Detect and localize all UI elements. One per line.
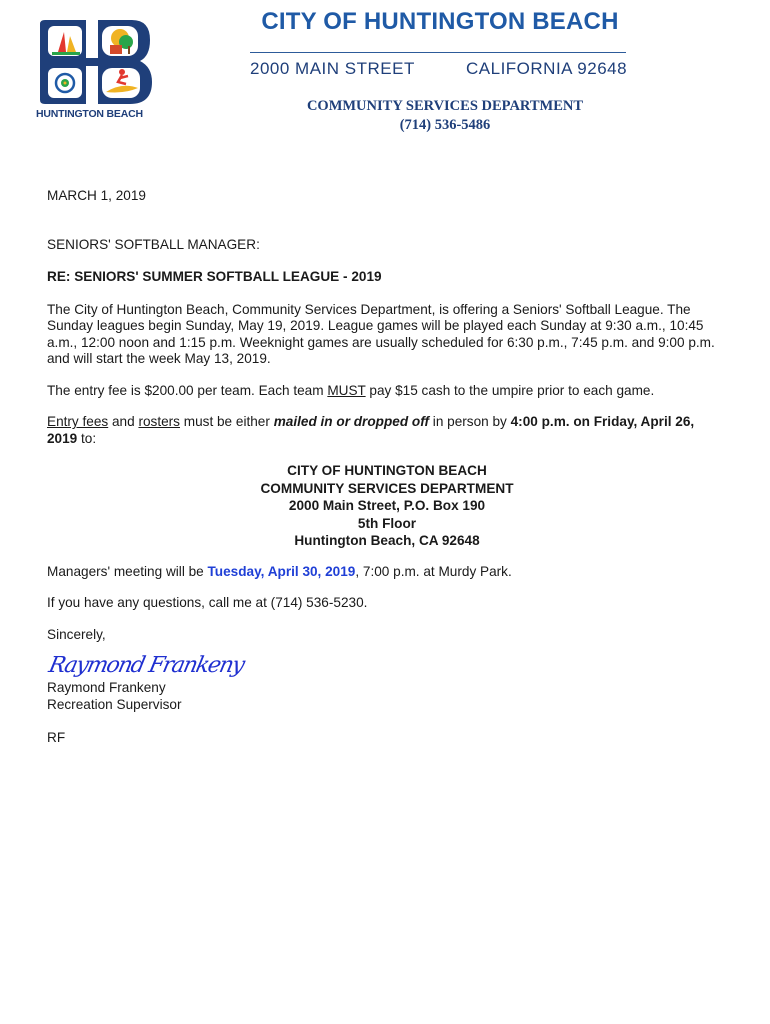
address-line: Huntington Beach, CA 92648 (294, 533, 480, 548)
fee-text-2: pay $15 cash to the umpire prior to each game. (365, 382, 655, 398)
meeting-text-2: , 7:00 p.m. at Murdy Park. (355, 563, 512, 579)
submit-text-3: to: (77, 430, 97, 446)
meeting-date: Tuesday, April 30, 2019 (207, 563, 356, 579)
department-block (250, 97, 640, 135)
address-line: 2000 Main Street, P.O. Box 190 (288, 498, 486, 513)
department-name: COMMUNITY SERVICES DEPARTMENT (306, 98, 584, 114)
logo-caption: HUNTINGTON BEACH (36, 108, 143, 120)
letter-body (47, 188, 727, 746)
submit-method: mailed in or dropped off (273, 414, 430, 429)
city-logo (36, 18, 152, 122)
signer-title: Recreation Supervisor (47, 697, 182, 712)
city-name-heading: CITY OF HUNTINGTON BEACH (261, 8, 619, 35)
league-details-paragraph: The City of Huntington Beach, Community Services Department, is offering a Seniors' Softball League. The Sunday leagues begin Sunday, May 19, 2019. League games will be played each Sunday at 9:30 a.m., 10:45 a.m., 12:00 noon and 1:15 p.m. Weeknight games are usually scheduled for 6:30 p.m., 7:45 p.m. and 9:00 p.m. and will start the week May 13, 2019. (47, 301, 715, 366)
submit-and: and (108, 414, 139, 429)
closing: Sincerely, (47, 626, 106, 642)
letterhead-state-zip: CALIFORNIA 92648 (466, 59, 628, 78)
submit-text-2: in person by (429, 414, 511, 429)
submit-deadline: 4:00 p.m. on Friday, April 26, 2019 (47, 414, 695, 446)
signer-name: Raymond Frankeny (47, 680, 166, 695)
submission-paragraph (47, 414, 727, 447)
department-phone: (714) 536-5486 (399, 117, 491, 133)
entry-fee-paragraph (47, 383, 727, 400)
header-divider (250, 52, 626, 53)
questions-paragraph: If you have any questions, call me at (714) 536-5230. (47, 595, 368, 610)
rosters-text: rosters (138, 414, 180, 429)
fee-must: MUST (327, 382, 366, 398)
fee-text-1: The entry fee is $200.00 per team. Each team (47, 382, 328, 398)
salutation: SENIORS' SOFTBALL MANAGER: (47, 236, 260, 252)
letter-date: MARCH 1, 2019 (47, 188, 146, 203)
meeting-paragraph (47, 564, 727, 581)
mailing-address (47, 462, 727, 550)
re-line: RE: SENIORS' SUMMER SOFTBALL LEAGUE - 2019 (47, 269, 382, 284)
letterhead-street: 2000 MAIN STREET (250, 59, 415, 78)
handwritten-signature: Raymond Frankeny (46, 653, 246, 678)
address-line: COMMUNITY SERVICES DEPARTMENT (260, 480, 514, 496)
huntington-beach-logo-icon (36, 18, 152, 106)
submit-text-1: must be either (179, 414, 274, 429)
address-line: 5th Floor (357, 515, 417, 531)
entry-fees-text: Entry fees (47, 414, 109, 429)
initials: RF (47, 730, 66, 745)
meeting-text-1: Managers' meeting will be (47, 563, 208, 579)
address-line: CITY OF HUNTINGTON BEACH (287, 463, 487, 478)
